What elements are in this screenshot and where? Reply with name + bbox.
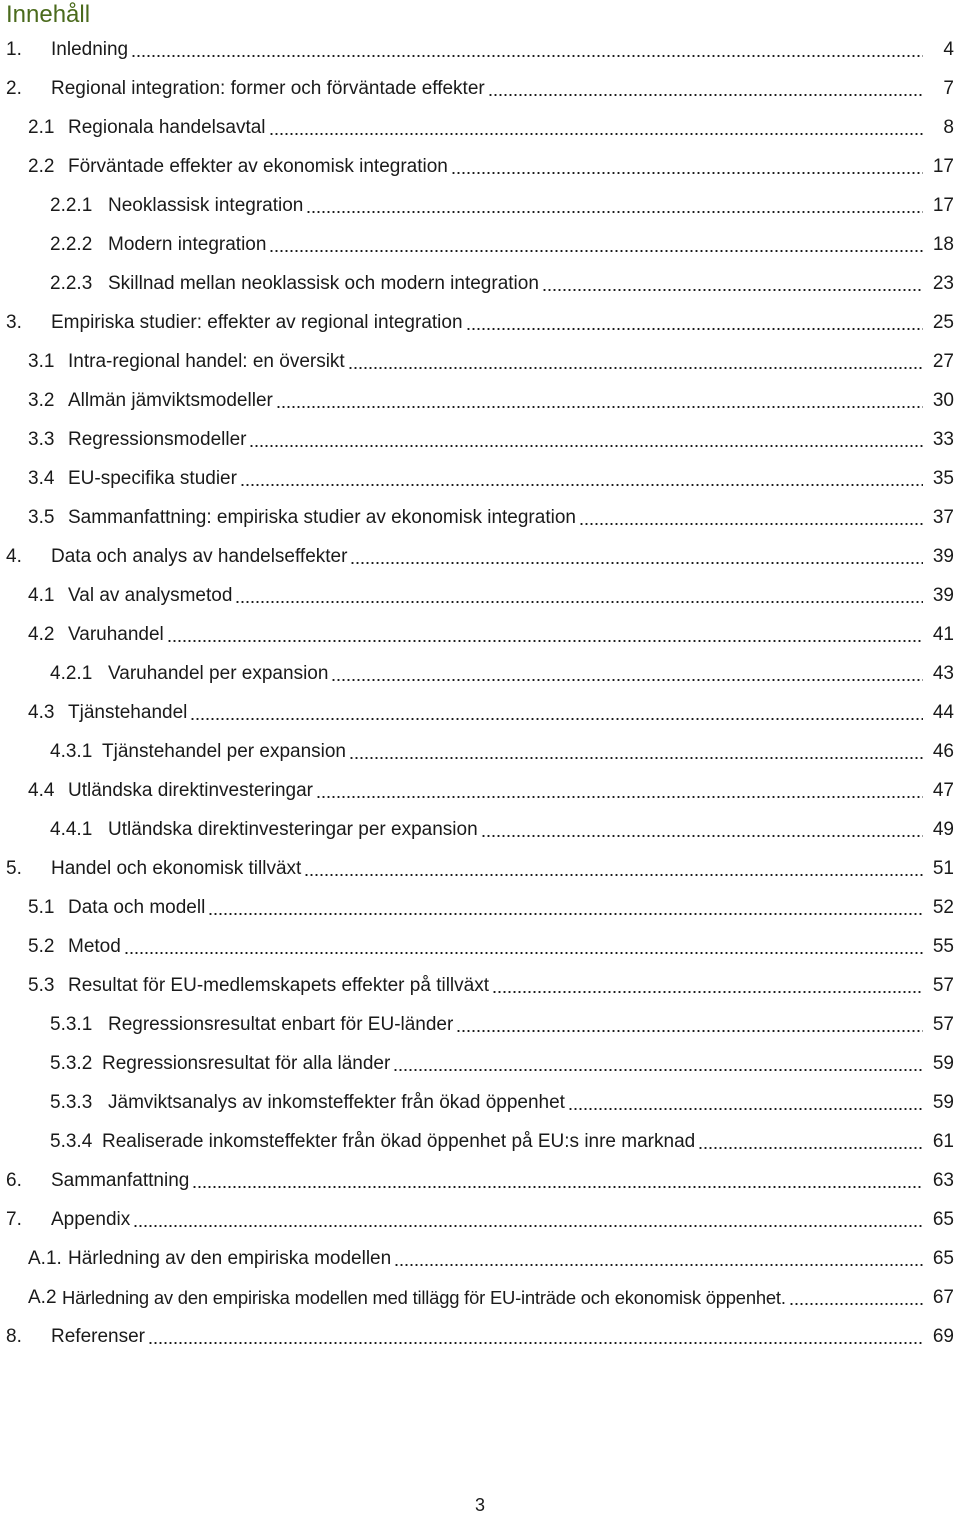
- dot-leader: [492, 991, 923, 993]
- dot-leader: [124, 952, 923, 954]
- toc-entry-page: 7: [943, 77, 954, 99]
- toc-entry[interactable]: [50, 810, 954, 849]
- dot-leader: [235, 601, 923, 603]
- toc-entry-title: Modern integration: [108, 233, 267, 255]
- toc-entry-page: 30: [932, 389, 954, 411]
- toc-entry-number: 5.3.2: [50, 1052, 93, 1074]
- dot-leader: [276, 406, 923, 408]
- dot-leader: [579, 523, 923, 525]
- toc-entry[interactable]: [6, 1161, 954, 1200]
- toc-entry-title: Regressionsresultat enbart för EU-länder: [108, 1013, 454, 1035]
- toc-entry[interactable]: [28, 615, 954, 654]
- toc-entry[interactable]: [6, 1317, 954, 1356]
- toc-entry[interactable]: [50, 1083, 954, 1122]
- dot-leader: [249, 445, 923, 447]
- dot-leader: [331, 679, 923, 681]
- toc-entry-title: Utländska direktinvesteringar: [68, 779, 314, 801]
- toc-entry-number: 5.3.3: [50, 1091, 93, 1113]
- toc-entry-number: 4.1: [28, 584, 55, 606]
- toc-entry-page: 4: [943, 38, 954, 60]
- toc-entry-number: 4.4.1: [50, 818, 93, 840]
- toc-entry-number: 6.: [6, 1169, 22, 1191]
- toc-entry[interactable]: [6, 30, 954, 69]
- dot-leader: [190, 718, 923, 720]
- toc-entry-number: 4.2: [28, 623, 55, 645]
- toc-entry[interactable]: [28, 342, 954, 381]
- dot-leader: [350, 562, 923, 564]
- dot-leader: [133, 1225, 923, 1227]
- toc-entry-number: 3.: [6, 311, 22, 333]
- toc-entry-page: 57: [932, 974, 954, 996]
- toc-entry-page: 69: [932, 1325, 954, 1347]
- toc-entry-title: Härledning av den empiriska modellen: [68, 1247, 392, 1269]
- toc-entry-number: 7.: [6, 1208, 22, 1230]
- toc-entry-number: 3.3: [28, 428, 55, 450]
- dot-leader: [456, 1030, 923, 1032]
- toc-entry-number: 2.: [6, 77, 22, 99]
- dot-leader: [269, 250, 923, 252]
- toc-entry[interactable]: [28, 459, 954, 498]
- toc-entry-page: 17: [932, 155, 954, 177]
- toc-entry-title: Allmän jämviktsmodeller: [68, 389, 273, 411]
- toc-entry-page: 39: [932, 584, 954, 606]
- toc-entry-title: Intra-regional handel: en översikt: [68, 350, 345, 372]
- toc-entry-number: 4.: [6, 545, 22, 567]
- toc-entry-title: Realiserade inkomsteffekter från ökad öppenhet på EU:s inre marknad: [102, 1130, 696, 1152]
- toc-entry[interactable]: [28, 927, 954, 966]
- toc-entry-page: 63: [932, 1169, 954, 1191]
- toc-entry-page: 61: [932, 1130, 954, 1152]
- toc-entry-page: 59: [932, 1091, 954, 1113]
- toc-entry-number: 4.4: [28, 779, 55, 801]
- toc-entry[interactable]: [6, 849, 954, 888]
- toc-entry-number: 8.: [6, 1325, 22, 1347]
- toc-entry-title: EU-specifika studier: [68, 467, 237, 489]
- toc-entry-title: Utländska direktinvesteringar per expansion: [108, 818, 478, 840]
- toc-entry[interactable]: [28, 108, 954, 147]
- dot-leader: [349, 757, 923, 759]
- dot-leader: [466, 328, 923, 330]
- toc-entry-title: Skillnad mellan neoklassisk och modern integration: [108, 272, 539, 294]
- toc-entry[interactable]: [28, 381, 954, 420]
- dot-leader: [316, 796, 923, 798]
- toc-entry-number: A.1.: [28, 1247, 62, 1269]
- toc-entry[interactable]: [6, 1200, 954, 1239]
- toc-entry-number: 3.1: [28, 350, 55, 372]
- toc-entry[interactable]: [28, 1278, 954, 1317]
- toc-entry-page: 65: [932, 1208, 954, 1230]
- dot-leader: [131, 55, 923, 57]
- toc-entry-title: Förväntade effekter av ekonomisk integration: [68, 155, 448, 177]
- page-number-footer: 3: [474, 1495, 485, 1515]
- toc-entry[interactable]: [50, 1005, 954, 1044]
- dot-leader: [789, 1303, 923, 1305]
- toc-entry-number: A.2: [28, 1286, 57, 1308]
- toc-entry[interactable]: [50, 732, 954, 771]
- toc-entry-page: 18: [932, 233, 954, 255]
- toc-entry-title: Inledning: [51, 38, 129, 60]
- toc-entry[interactable]: [50, 186, 954, 225]
- toc-entry-number: 3.2: [28, 389, 55, 411]
- toc-entry[interactable]: [28, 966, 954, 1005]
- toc-entry-number: 1.: [6, 38, 22, 60]
- toc-entry-number: 5.3: [28, 974, 55, 996]
- toc-entry-title: Data och analys av handelseffekter: [51, 545, 348, 567]
- toc-entry-page: 49: [932, 818, 954, 840]
- toc-entry-page: 55: [932, 935, 954, 957]
- toc-entry-number: 2.2.1: [50, 194, 93, 216]
- toc-entry[interactable]: [28, 420, 954, 459]
- toc-entry-page: 25: [932, 311, 954, 333]
- toc-entry-page: 46: [932, 740, 954, 762]
- toc-entry-title: Sammanfattning: [51, 1169, 190, 1191]
- toc-entry-number: 5.3.1: [50, 1013, 93, 1035]
- toc-entry-title: Regional integration: former och förväntade effekter: [51, 77, 485, 99]
- toc-entry-number: 5.3.4: [50, 1130, 93, 1152]
- toc-entry-title: Metod: [68, 935, 121, 957]
- toc-entry[interactable]: [50, 225, 954, 264]
- toc-entry-number: 4.3: [28, 701, 55, 723]
- toc-entry-title: Härledning av den empiriska modellen med tillägg för EU-inträde och ekonomisk öppenhet.: [62, 1286, 786, 1308]
- dot-leader: [481, 835, 923, 837]
- toc-entry-number: 5.2: [28, 935, 55, 957]
- dot-leader: [451, 172, 923, 174]
- toc-entry-page: 47: [932, 779, 954, 801]
- toc-entry[interactable]: [6, 69, 954, 108]
- dot-leader: [568, 1108, 923, 1110]
- toc-entry[interactable]: [28, 888, 954, 927]
- toc-entry[interactable]: [6, 303, 954, 342]
- toc-entry-page: 27: [932, 350, 954, 372]
- toc-entry-title: Regressionsmodeller: [68, 428, 247, 450]
- dot-leader: [348, 367, 923, 369]
- toc-entry-title: Appendix: [51, 1208, 131, 1230]
- toc-entry-number: 5.1: [28, 896, 55, 918]
- dot-leader: [304, 874, 923, 876]
- toc-entry-number: 4.2.1: [50, 662, 93, 684]
- toc-entry[interactable]: [50, 1122, 954, 1161]
- toc-entry-page: 65: [932, 1247, 954, 1269]
- dot-leader: [240, 484, 923, 486]
- dot-leader: [148, 1342, 923, 1344]
- toc-entry[interactable]: [28, 693, 954, 732]
- toc-entry-page: 33: [932, 428, 954, 450]
- toc-entry-title: Neoklassisk integration: [108, 194, 304, 216]
- dot-leader: [542, 289, 923, 291]
- toc-entry-title: Handel och ekonomisk tillväxt: [51, 857, 302, 879]
- toc-entry-title: Empiriska studier: effekter av regional integration: [51, 311, 463, 333]
- toc-entry-page: 43: [932, 662, 954, 684]
- toc-entry-page: 52: [932, 896, 954, 918]
- toc-entry-title: Referenser: [51, 1325, 145, 1347]
- toc-entry[interactable]: [28, 771, 954, 810]
- dot-leader: [698, 1147, 923, 1149]
- toc-entry-page: 67: [932, 1286, 954, 1308]
- dot-leader: [394, 1264, 923, 1266]
- toc-entry-number: 5.: [6, 857, 22, 879]
- toc-entry[interactable]: [28, 576, 954, 615]
- toc-entry-number: 4.3.1: [50, 740, 93, 762]
- dot-leader: [393, 1069, 923, 1071]
- toc-entry-page: 59: [932, 1052, 954, 1074]
- toc-entry[interactable]: [28, 147, 954, 186]
- toc-entry-page: 51: [932, 857, 954, 879]
- toc-entry-page: 35: [932, 467, 954, 489]
- dot-leader: [192, 1186, 923, 1188]
- toc-entry[interactable]: [6, 537, 954, 576]
- toc-entry-title: Tjänstehandel: [68, 701, 188, 723]
- toc-entry-title: Val av analysmetod: [68, 584, 233, 606]
- toc-entry-title: Varuhandel: [68, 623, 164, 645]
- dot-leader: [488, 94, 923, 96]
- toc-entry-title: Regionala handelsavtal: [68, 116, 266, 138]
- dot-leader: [167, 640, 923, 642]
- toc-entry-title: Regressionsresultat för alla länder: [102, 1052, 391, 1074]
- toc-entry[interactable]: [28, 498, 954, 537]
- toc-entry-number: 2.2: [28, 155, 55, 177]
- toc-entry-page: 23: [932, 272, 954, 294]
- toc-entry-page: 41: [932, 623, 954, 645]
- dot-leader: [269, 133, 923, 135]
- toc-entry-page: 57: [932, 1013, 954, 1035]
- toc-entry-page: 39: [932, 545, 954, 567]
- toc-heading: Innehåll: [6, 1, 91, 28]
- toc-entry-title: Varuhandel per expansion: [108, 662, 329, 684]
- toc-entry-number: 3.4: [28, 467, 55, 489]
- toc-entry-number: 2.2.3: [50, 272, 93, 294]
- toc-entry[interactable]: [50, 264, 954, 303]
- toc-entry-title: Jämviktsanalys av inkomsteffekter från ökad öppenhet: [108, 1091, 565, 1113]
- toc-entry[interactable]: [50, 654, 954, 693]
- toc-entry-page: 44: [932, 701, 954, 723]
- toc-entry-title: Sammanfattning: empiriska studier av ekonomisk integration: [68, 506, 576, 528]
- toc-entry-number: 3.5: [28, 506, 55, 528]
- toc-entry-number: 2.1: [28, 116, 55, 138]
- toc-entry-title: Resultat för EU-medlemskapets effekter på tillväxt: [68, 974, 489, 996]
- toc-entry-title: Data och modell: [68, 896, 206, 918]
- dot-leader: [306, 211, 923, 213]
- dot-leader: [208, 913, 923, 915]
- toc-entry-page: 37: [932, 506, 954, 528]
- toc-entry-number: 2.2.2: [50, 233, 93, 255]
- toc-entry[interactable]: [28, 1239, 954, 1278]
- toc-entry-title: Tjänstehandel per expansion: [102, 740, 347, 762]
- toc-entry-page: 8: [943, 116, 954, 138]
- toc-entry[interactable]: [50, 1044, 954, 1083]
- toc-entry-page: 17: [932, 194, 954, 216]
